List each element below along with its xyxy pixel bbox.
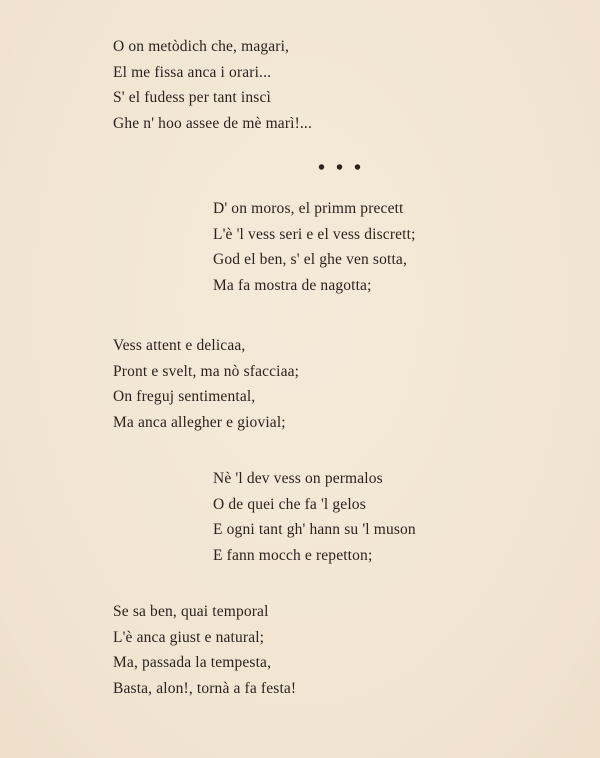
verse-line: God el ben, s' el ghe ven sotta, [213,251,407,268]
verse-line: Ma fa mostra de nagotta; [213,276,372,294]
verse-line: Ma anca allegher e giovial; [113,413,286,431]
verse-line: O de quei che fa 'l gelos [213,495,366,513]
verse-line: Se sa ben, quai temporal [113,603,269,620]
verse-line: Ma, passada la tempesta, [113,654,272,671]
verse-line: D' on moros, el primm precett [213,200,404,217]
verse-line: El me fissa anca i orari... [113,63,272,81]
verse-line: E fann mocch e repetton; [213,546,373,564]
verse-line: On freguj sentimental, [113,388,256,405]
verse-line: Vess attent e delicaa, [113,337,246,354]
verse-line: S' el fudess per tant inscì [113,89,271,106]
verse-line: Basta, alon!, tornà a fa festa! [113,679,297,697]
stanza-3 [113,333,299,435]
verse-line: O on metòdich che, magari, [113,38,290,55]
section-separator: • • • [318,157,365,179]
verse-line: Ghe n' hoo assee de mè marì!... [113,114,312,132]
stanza-2 [213,196,416,298]
stanza-4 [213,466,416,568]
verse-line: Pront e svelt, ma nò sfacciaa; [113,362,300,380]
stanza-1 [113,34,312,136]
verse-line: E ogni tant gh' hann su 'l muson [213,521,416,538]
verse-line: L'è anca giust e natural; [113,628,265,646]
verse-line: Nè 'l dev vess on permalos [213,470,383,487]
verse-line: L'è 'l vess seri e el vess discrett; [213,225,416,243]
stanza-5 [113,599,296,701]
